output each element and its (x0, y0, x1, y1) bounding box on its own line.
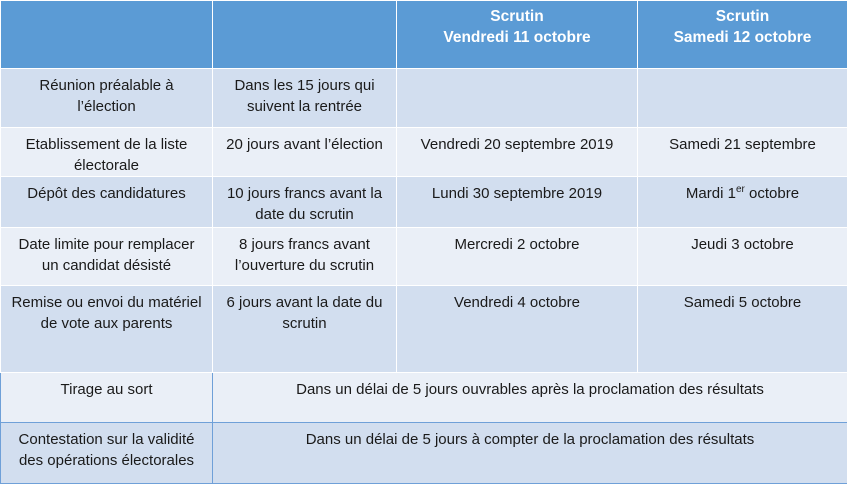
header-saturday-title: Scrutin (716, 8, 769, 25)
friday-cell: Lundi 30 septembre 2019 (397, 177, 638, 228)
friday-cell (397, 69, 638, 128)
step-cell: Date limite pour remplacer un candidat désisté (1, 228, 213, 286)
step-cell: Réunion préalable à l’élection (1, 69, 213, 128)
deadline-cell: Dans les 15 jours qui suivent la rentrée (213, 69, 397, 128)
saturday-date-prefix: Mardi 1 (686, 185, 736, 202)
step-cell: Etablissement de la liste électorale (1, 128, 213, 177)
header-saturday-date: Samedi 12 octobre (674, 29, 812, 46)
header-saturday (638, 1, 847, 69)
table-row (1, 423, 847, 484)
merged-detail-cell: Dans un délai de 5 jours ouvrables après la proclamation des résultats (213, 373, 847, 423)
table-row (1, 128, 847, 177)
saturday-cell: Samedi 21 septembre (638, 128, 847, 177)
friday-cell: Vendredi 20 septembre 2019 (397, 128, 638, 177)
step-cell: Dépôt des candidatures (1, 177, 213, 228)
step-cell: Remise ou envoi du matériel de vote aux parents (1, 286, 213, 373)
table-row (1, 69, 847, 128)
header-friday-title: Scrutin (490, 8, 543, 25)
step-cell: Contestation sur la validité des opérations électorales (1, 423, 213, 484)
deadline-cell: 10 jours francs avant la date du scrutin (213, 177, 397, 228)
friday-cell: Vendredi 4 octobre (397, 286, 638, 373)
table-row (1, 228, 847, 286)
saturday-cell (638, 69, 847, 128)
ordinal-suffix: er (736, 184, 745, 195)
saturday-cell (638, 177, 847, 228)
header-row (1, 1, 847, 69)
merged-detail-cell: Dans un délai de 5 jours à compter de la proclamation des résultats (213, 423, 847, 484)
header-friday (397, 1, 638, 69)
saturday-cell: Jeudi 3 octobre (638, 228, 847, 286)
header-friday-date: Vendredi 11 octobre (443, 29, 590, 46)
header-deadline (213, 1, 397, 69)
header-step (1, 1, 213, 69)
table-row (1, 373, 847, 423)
deadline-cell: 8 jours francs avant l’ouverture du scrutin (213, 228, 397, 286)
friday-cell: Mercredi 2 octobre (397, 228, 638, 286)
saturday-cell: Samedi 5 octobre (638, 286, 847, 373)
table-row (1, 177, 847, 228)
deadline-cell: 6 jours avant la date du scrutin (213, 286, 397, 373)
table-row (1, 286, 847, 373)
deadline-cell: 20 jours avant l’élection (213, 128, 397, 177)
step-cell: Tirage au sort (1, 373, 213, 423)
saturday-date-suffix: octobre (745, 185, 799, 202)
